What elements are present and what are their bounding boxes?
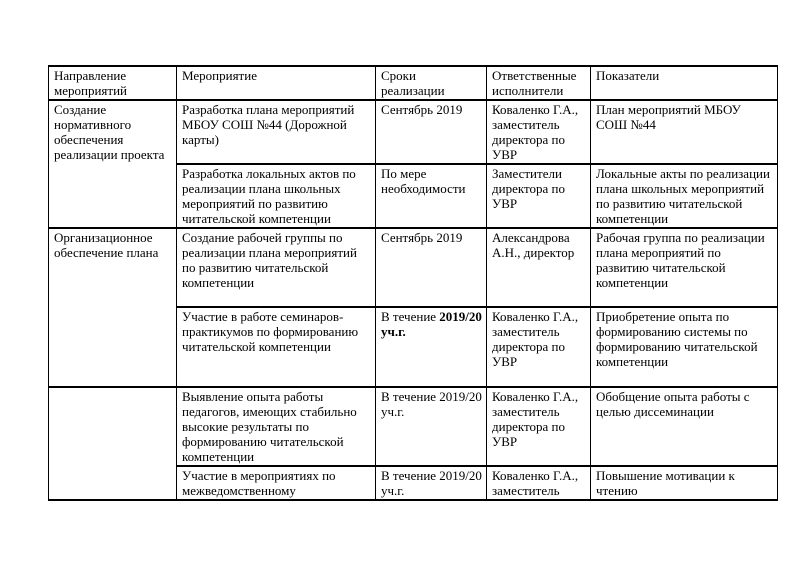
cell-responsible: Коваленко Г.А., заместитель директора по УВР: [487, 307, 591, 387]
table-row: [49, 100, 778, 164]
cell-indicators: План мероприятий МБОУ СОШ №44: [591, 100, 778, 164]
cell-dates: В течение 2019/20 уч.г.: [376, 387, 487, 466]
dates-text: В течение: [381, 309, 437, 324]
cell-indicators: Рабочая группа по реализации плана мероприятий по развитию читательской компетенции: [591, 228, 778, 307]
cell-responsible: Коваленко Г.А., заместитель директора по УВР: [487, 100, 591, 164]
col-header-activity: Мероприятие: [177, 66, 376, 100]
cell-activity: Участие в работе семинаров-практикумов по формированию читательской компетенции: [177, 307, 376, 387]
cell-indicators: Локальные акты по реализации плана школьных мероприятий по развитию читательской компетенции: [591, 164, 778, 228]
cell-activity: Разработка плана мероприятий МБОУ СОШ №44 (Дорожной карты): [177, 100, 376, 164]
cell-responsible: Заместители директора по УВР: [487, 164, 591, 228]
cell-dates: В течение 2019/20 уч.г.: [376, 466, 487, 500]
table-row: [49, 387, 778, 466]
cell-activity: Создание рабочей группы по реализации плана мероприятий по развитию читательской компетенции: [177, 228, 376, 307]
table-header-row: [49, 66, 778, 100]
cell-indicators: Повышение мотивации к чтению: [591, 466, 778, 500]
dates-text-bold: 2019/20 уч.г.: [381, 309, 482, 339]
cell-responsible: Александрова А.Н., директор: [487, 228, 591, 307]
cell-activity: Выявление опыта работы педагогов, имеющих стабильно высокие результаты по формированию читательской компетенции: [177, 387, 376, 466]
col-header-direction: Направление мероприятий: [49, 66, 177, 100]
cell-responsible: Коваленко Г.А., заместитель: [487, 466, 591, 500]
col-header-indicators: Показатели: [591, 66, 778, 100]
cell-dates: [376, 307, 487, 387]
cell-dates: Сентябрь 2019: [376, 100, 487, 164]
cell-responsible: Коваленко Г.А., заместитель директора по УВР: [487, 387, 591, 466]
cell-direction: [49, 387, 177, 500]
project-plan-table-container: [48, 65, 778, 501]
cell-activity: Разработка локальных актов по реализации плана школьных мероприятий по развитию читательской компетенции: [177, 164, 376, 228]
table-row: [49, 228, 778, 307]
cell-indicators: Приобретение опыта по формированию системы по формированию читательской компетенции: [591, 307, 778, 387]
cell-activity: Участие в мероприятиях по межведомственному: [177, 466, 376, 500]
project-plan-table: [48, 65, 778, 501]
col-header-dates: Сроки реализации: [376, 66, 487, 100]
col-header-responsible: Ответственные исполнители: [487, 66, 591, 100]
cell-dates: По мере необходимости: [376, 164, 487, 228]
cell-direction: Организационное обеспечение плана: [49, 228, 177, 387]
cell-direction: Создание нормативного обеспечения реализации проекта: [49, 100, 177, 228]
cell-indicators: Обобщение опыта работы с целью диссеминации: [591, 387, 778, 466]
cell-dates: Сентябрь 2019: [376, 228, 487, 307]
